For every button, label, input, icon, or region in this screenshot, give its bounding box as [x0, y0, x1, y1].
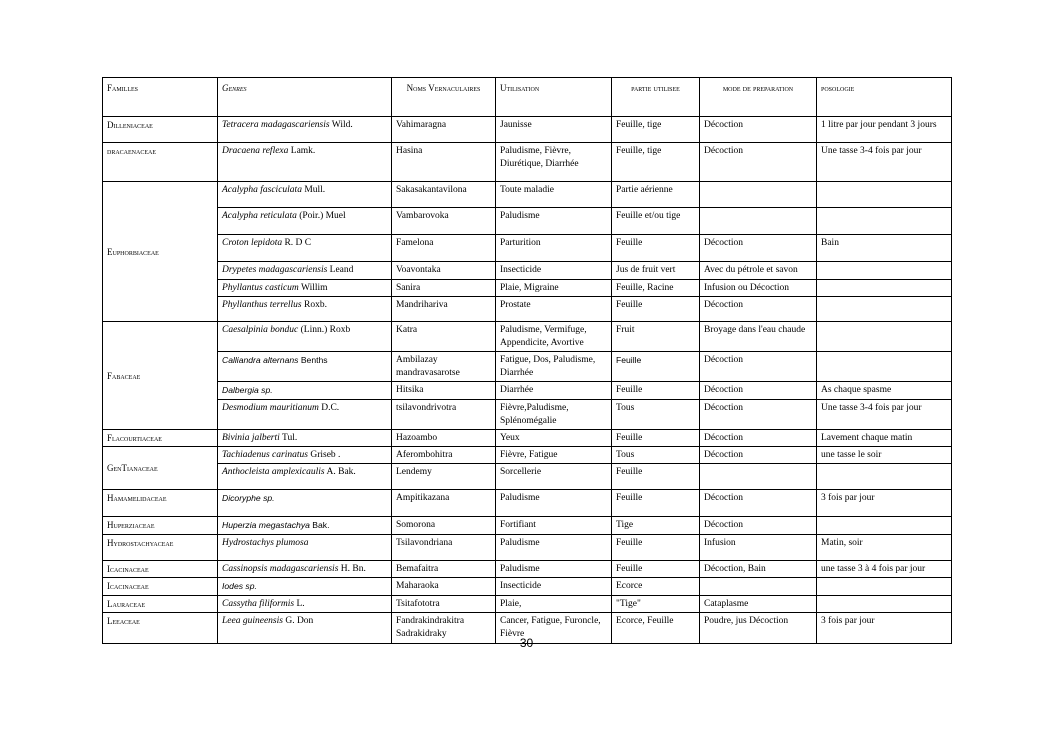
table-row — [103, 535, 952, 561]
utilisation-cell: Fatigue, Dos, Paludisme, Diarrhée — [496, 352, 612, 382]
nom-cell: Tsitafototra — [392, 596, 496, 613]
genre-name: Hydrostachys plumosa — [222, 538, 309, 548]
header-mode: mode de preparation — [700, 78, 817, 117]
partie-cell: Feuille — [612, 297, 700, 322]
genre-cell — [218, 143, 392, 182]
genre-author: R. D C — [282, 238, 312, 248]
mode-cell: Décoction — [700, 517, 817, 535]
mode-cell: Infusion — [700, 535, 817, 561]
genre-name: Bivinia jalberti — [222, 433, 280, 443]
nom-cell: Voavontaka — [392, 262, 496, 280]
genre-name: Dracaena reflexa — [222, 146, 289, 156]
table-row — [103, 297, 952, 322]
mode-cell: Décoction, Bain — [700, 561, 817, 578]
header-utilisation: Utilisation — [496, 78, 612, 117]
genre-author: Griseb . — [307, 450, 341, 460]
mode-cell: Décoction — [700, 143, 817, 182]
partie-cell: Feuille, Racine — [612, 280, 700, 297]
genre-name: Caesalpinia bonduc — [222, 325, 299, 335]
mode-cell: Décoction — [700, 447, 817, 464]
nom-cell: Mandriharivа — [392, 297, 496, 322]
posologie-cell: 1 litre par jour pendant 3 jours — [817, 117, 952, 143]
table-row — [103, 400, 952, 430]
posologie-cell — [817, 464, 952, 490]
genre-author: H. Bn. — [338, 564, 366, 574]
table-row — [103, 352, 952, 382]
genre-cell — [218, 382, 392, 400]
nom-cell: Aferombohitra — [392, 447, 496, 464]
table-row — [103, 464, 952, 490]
genre-name: Croton lepidota — [222, 238, 283, 248]
header-partie: partie utilisee — [612, 78, 700, 117]
table-row — [103, 143, 952, 182]
nom-cell: Tsilavondriana — [392, 535, 496, 561]
genre-cell — [218, 208, 392, 235]
utilisation-cell: Fortifiant — [496, 517, 612, 535]
utilisation-cell: Fièvre, Fatigue — [496, 447, 612, 464]
header-noms: Noms Vernaculaires — [392, 78, 496, 117]
table-row — [103, 517, 952, 535]
partie-cell: Feuille — [612, 235, 700, 262]
genre-name: Desmodium mauritianum — [222, 403, 319, 413]
genre-name: Anthocleista amplexicaulis — [222, 467, 325, 477]
genre-name: Phyllantus casticum — [222, 283, 299, 293]
utilisation-cell: Parturition — [496, 235, 612, 262]
famille-cell: Huperziaceae — [103, 517, 218, 535]
genre-author: Lamk. — [288, 146, 316, 156]
posologie-cell: une tasse le soir — [817, 447, 952, 464]
posologie-cell — [817, 297, 952, 322]
posologie-cell: une tasse 3 à 4 fois par jour — [817, 561, 952, 578]
mode-cell: Décoction — [700, 400, 817, 430]
utilisation-cell: Paludisme — [496, 490, 612, 517]
mode-cell — [700, 578, 817, 596]
genre-name: Calliandra alternans — [222, 355, 299, 365]
table-row — [103, 262, 952, 280]
partie-cell: Feuille — [612, 464, 700, 490]
genre-cell — [218, 280, 392, 297]
posologie-cell: Une tasse 3-4 fois par jour — [817, 143, 952, 182]
nom-cell: Vahimaragna — [392, 117, 496, 143]
mode-cell: Décoction — [700, 382, 817, 400]
genre-cell — [218, 430, 392, 447]
genre-author: Wild. — [329, 120, 353, 130]
genre-name: Dicoryphe sp. — [222, 493, 275, 503]
genre-name: Acalypha fasciculata — [222, 185, 302, 195]
nom-cell: Hitsika — [392, 382, 496, 400]
table-row — [103, 280, 952, 297]
genre-cell — [218, 400, 392, 430]
genre-name: Iodes sp. — [222, 581, 257, 591]
utilisation-cell: Plaie, — [496, 596, 612, 613]
utilisation-cell: Paludisme, Fièvre, Diurétique, Diarrhée — [496, 143, 612, 182]
posologie-cell: 3 fois par jour — [817, 490, 952, 517]
utilisation-cell: Paludisme — [496, 535, 612, 561]
utilisation-cell: Paludisme — [496, 208, 612, 235]
genre-author: A. Bak. — [324, 467, 356, 477]
table-row — [103, 117, 952, 143]
nom-cell: Ambilazay mandravasarotse — [392, 352, 496, 382]
famille-cell: Dilleniaceae — [103, 117, 218, 143]
partie-cell: Feuille — [612, 535, 700, 561]
posologie-cell — [817, 322, 952, 352]
genre-cell — [218, 490, 392, 517]
utilisation-cell: Jaunisse — [496, 117, 612, 143]
mode-cell — [700, 464, 817, 490]
nom-cell: Katra — [392, 322, 496, 352]
header-row — [103, 78, 952, 117]
posologie-cell — [817, 517, 952, 535]
utilisation-cell: Yeux — [496, 430, 612, 447]
partie-cell: Tous — [612, 447, 700, 464]
partie-cell: Fruit — [612, 322, 700, 352]
partie-cell: "Tige" — [612, 596, 700, 613]
nom-cell: Somorona — [392, 517, 496, 535]
partie-cell: Feuille, tige — [612, 143, 700, 182]
genre-cell — [218, 596, 392, 613]
table-row — [103, 596, 952, 613]
nom-cell: Sanira — [392, 280, 496, 297]
nom-cell: Maharaoka — [392, 578, 496, 596]
mode-cell: Broyage dans l'eau chaude — [700, 322, 817, 352]
partie-cell: Tous — [612, 400, 700, 430]
mode-cell: Cataplasme — [700, 596, 817, 613]
famille-cell: dracaenaceae — [103, 143, 218, 182]
genre-author: Willim — [298, 283, 328, 293]
table-row — [103, 447, 952, 464]
famille-cell: Fabaceae — [103, 322, 218, 430]
genre-cell — [218, 464, 392, 490]
mode-cell: Avec du pétrole et savon — [700, 262, 817, 280]
genre-cell — [218, 322, 392, 352]
posologie-cell: Matin, soir — [817, 535, 952, 561]
utilisation-cell: Paludisme — [496, 561, 612, 578]
posologie-cell: 3 fois par jour — [817, 613, 952, 644]
genre-cell — [218, 262, 392, 280]
famille-cell: Euphorbiaceae — [103, 182, 218, 322]
posologie-cell — [817, 578, 952, 596]
partie-cell: Feuille — [612, 561, 700, 578]
partie-cell: Feuille — [612, 430, 700, 447]
genre-cell — [218, 297, 392, 322]
famille-cell: Lauraceae — [103, 596, 218, 613]
famille-cell: Icacinaceae — [103, 578, 218, 596]
genre-cell — [218, 517, 392, 535]
nom-cell: Famelona — [392, 235, 496, 262]
genre-author: Bak. — [309, 520, 330, 530]
nom-cell: Lendemy — [392, 464, 496, 490]
mode-cell: Décoction — [700, 235, 817, 262]
nom-cell: Hasina — [392, 143, 496, 182]
genre-name: Leea guineensis — [222, 616, 283, 626]
genre-cell — [218, 117, 392, 143]
partie-cell: Partie aérienne — [612, 182, 700, 208]
genre-author: (Linn.) Roxb — [298, 325, 351, 335]
posologie-cell — [817, 182, 952, 208]
nom-cell: tsilavondrivotra — [392, 400, 496, 430]
genre-name: Acalypha reticulata — [222, 211, 297, 221]
nom-cell: Fandrakindrakitra Sadrakidraky — [392, 613, 496, 644]
mode-cell: Infusion ou Décoction — [700, 280, 817, 297]
genre-author: (Poir.) Muel — [296, 211, 346, 221]
utilisation-cell: Toute maladie — [496, 182, 612, 208]
posologie-cell: As chaque spasme — [817, 382, 952, 400]
mode-cell — [700, 208, 817, 235]
genre-name: Cassytha filiformis — [222, 599, 295, 609]
table-row — [103, 208, 952, 235]
genre-author: Mull. — [301, 185, 326, 195]
partie-cell: Ecorce, Feuille — [612, 613, 700, 644]
genre-cell — [218, 535, 392, 561]
mode-cell: Décoction — [700, 352, 817, 382]
utilisation-cell: Plaie, Migraine — [496, 280, 612, 297]
genre-cell — [218, 447, 392, 464]
table-row — [103, 182, 952, 208]
posologie-cell: Une tasse 3-4 fois par jour — [817, 400, 952, 430]
genre-name: Drypetes madagascariensis — [222, 265, 328, 275]
posologie-cell: Lavement chaque matin — [817, 430, 952, 447]
famille-cell: Icacinaceae — [103, 561, 218, 578]
partie-cell: Jus de fruit vert — [612, 262, 700, 280]
table-row — [103, 322, 952, 352]
famille-cell: Hamamelidaceae — [103, 490, 218, 517]
utilisation-cell: Prostate — [496, 297, 612, 322]
posologie-cell — [817, 280, 952, 297]
utilisation-cell: Diarrhée — [496, 382, 612, 400]
posologie-cell — [817, 208, 952, 235]
famille-cell: GenTianaceae — [103, 447, 218, 490]
nom-cell: Sakasakantavilona — [392, 182, 496, 208]
genre-cell — [218, 578, 392, 596]
partie-cell: Tige — [612, 517, 700, 535]
nom-cell: Vambarovoka — [392, 208, 496, 235]
genre-name: Cassinopsis madagascariensis — [222, 564, 339, 574]
famille-cell: Leeaceae — [103, 613, 218, 644]
genre-author: L. — [294, 599, 305, 609]
table-row — [103, 578, 952, 596]
partie-cell: Feuille — [612, 352, 700, 382]
plants-table — [102, 77, 952, 644]
partie-cell: Ecorce — [612, 578, 700, 596]
mode-cell — [700, 182, 817, 208]
genre-author: Leand — [327, 265, 354, 275]
genre-author: Roxb. — [301, 300, 327, 310]
nom-cell: Hazoambo — [392, 430, 496, 447]
posologie-cell: Bain — [817, 235, 952, 262]
table-row — [103, 561, 952, 578]
utilisation-cell: Sorcellerie — [496, 464, 612, 490]
genre-author: Tul. — [279, 433, 298, 443]
genre-name: Phyllanthus terrellus — [222, 300, 302, 310]
genre-author: Benths — [298, 355, 328, 365]
genre-cell — [218, 235, 392, 262]
partie-cell: Feuille — [612, 490, 700, 517]
genre-cell — [218, 182, 392, 208]
utilisation-cell: Paludisme, Vermifuge, Appendicite, Avortive — [496, 322, 612, 352]
header-genres: Genres — [218, 78, 392, 117]
utilisation-cell: Cancer, Fatigue, Furoncle, Fièvre — [496, 613, 612, 644]
partie-cell: Feuille — [612, 382, 700, 400]
famille-cell: Hydrostachyaceae — [103, 535, 218, 561]
mode-cell: Décoction — [700, 117, 817, 143]
posologie-cell — [817, 352, 952, 382]
genre-cell — [218, 561, 392, 578]
genre-cell — [218, 352, 392, 382]
mode-cell: Décoction — [700, 490, 817, 517]
table-row — [103, 382, 952, 400]
mode-cell: Décoction — [700, 430, 817, 447]
mode-cell: Poudre, jus Décoction — [700, 613, 817, 644]
header-familles: Familles — [103, 78, 218, 117]
partie-cell: Feuille, tige — [612, 117, 700, 143]
table-row — [103, 490, 952, 517]
table-row — [103, 235, 952, 262]
table-row — [103, 430, 952, 447]
genre-name: Dalbergia sp. — [222, 385, 273, 395]
genre-name: Tachiadenus carinatus — [222, 450, 308, 460]
partie-cell: Feuille et/ou tige — [612, 208, 700, 235]
header-posologie: posologie — [817, 78, 952, 117]
genre-author: G. Don — [282, 616, 314, 626]
genre-name: Tetracera madagascariensis — [222, 120, 330, 130]
utilisation-cell: Insecticide — [496, 578, 612, 596]
nom-cell: Bemafaitra — [392, 561, 496, 578]
page-number: 30 — [519, 636, 534, 650]
nom-cell: Ampitikazana — [392, 490, 496, 517]
genre-author: D.C. — [318, 403, 340, 413]
posologie-cell — [817, 262, 952, 280]
mode-cell: Décoction — [700, 297, 817, 322]
posologie-cell — [817, 596, 952, 613]
utilisation-cell: Fièvre,Paludisme, Splénomégalie — [496, 400, 612, 430]
genre-name: Huperzia megastachya — [222, 520, 310, 530]
utilisation-cell: Insecticide — [496, 262, 612, 280]
famille-cell: Flacourtiaceae — [103, 430, 218, 447]
